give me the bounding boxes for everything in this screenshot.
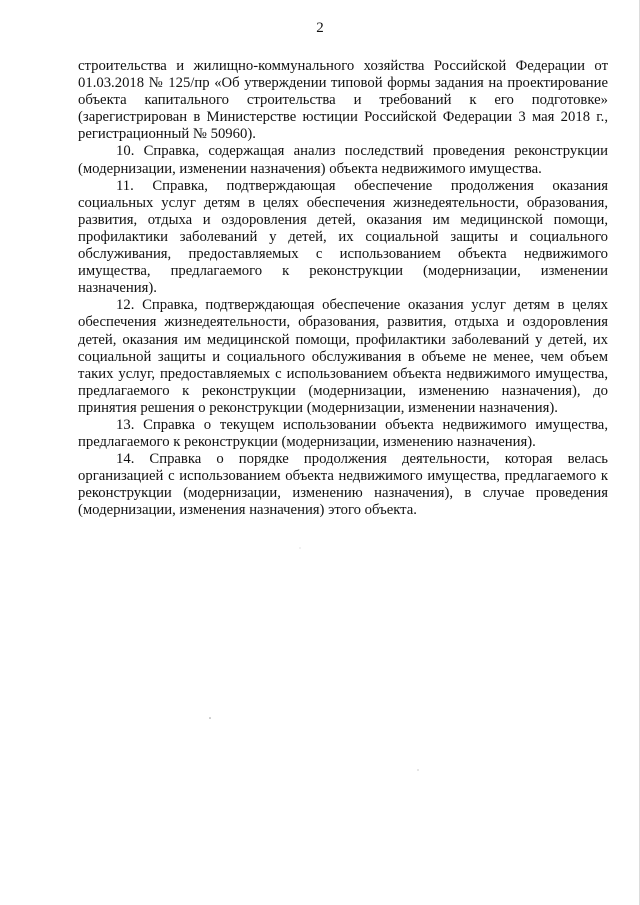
page-number: 2: [316, 20, 324, 36]
paragraph-item-11: 11. Справка, подтверждающая обеспечение продолжения оказания социальных услуг детям в целях обеспечения жизнедеятельности, образования, развития, отдыха и оздоровления детей, оказания им медицинской помощи, профилактики заболеваний у детей, их социальной защиты и социального обслуживания, предоставляемых с использованием объекта недвижимого имущества, предлагаемого к реконструкции (модернизации, изменении назначения).: [78, 177, 608, 297]
paragraph-item-10: 10. Справка, содержащая анализ последствий проведения реконструкции (модернизации, изменении назначения) объекта недвижимого имущества.: [78, 143, 608, 177]
paragraph-item-13: 13. Справка о текущем использовании объекта недвижимого имущества, предлагаемого к реконструкции (модернизации, изменению назначения).: [78, 416, 608, 451]
paragraph-item-14: 14. Справка о порядке продолжения деятельности, которая велась организацией с использованием объекта недвижимого имущества, предлагаемого к реконструкции (модернизации, изменению назначения), в случае проведения (модернизации, изменения назначения) этого объекта.: [78, 451, 608, 519]
paragraph-continuation: строительства и жилищно-коммунального хозяйства Российской Федерации от 01.03.2018 № 125/пр «Об утверждении типовой формы задания на проектирование объекта капитального строительства и требований к его подготовке» (зарегистрирован в Министерстве юстиции Российской Федерации 3 мая 2018 г., регистрационный № 50960).: [78, 58, 608, 143]
document-body: [78, 58, 608, 520]
paragraph-item-12: 12. Справка, подтверждающая обеспечение оказания услуг детям в целях обеспечения жизнедеятельности, образования, развития, отдыха и оздоровления детей, оказания им медицинской помощи, профилактики заболеваний у детей, их социальной защиты и социального обслуживания в объеме не менее, чем объем таких услуг, предоставляемых с использованием объекта недвижимого имущества, предлагаемого к реконструкции (модернизации, изменению назначения), до принятия решения о реконструкции (модернизации, изменении назначения).: [78, 297, 608, 416]
